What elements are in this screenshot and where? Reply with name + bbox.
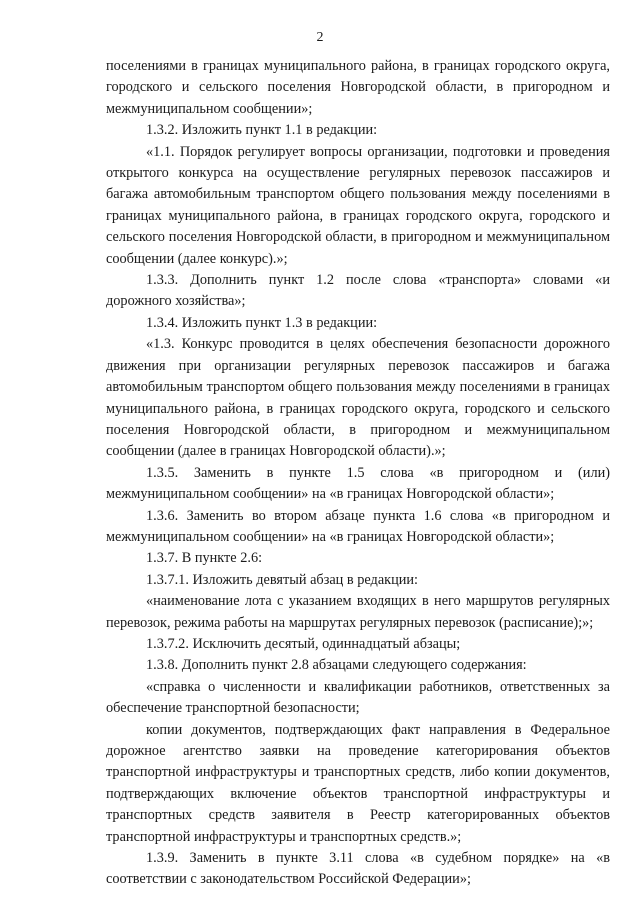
paragraph: 1.3.2. Изложить пункт 1.1 в редакции: bbox=[146, 122, 378, 139]
paragraph: 1.3.7.2. Исключить десятый, одиннадцатый абзацы; bbox=[146, 635, 461, 652]
paragraph: 1.3.8. Дополнить пункт 2.8 абзацами следующего содержания: bbox=[146, 657, 527, 674]
paragraph: 1.3.5. Заменить в пункте 1.5 слова «в пригородном и (или) межмуниципальном сообщении» на «в границах Новгородской области»; bbox=[106, 464, 610, 503]
paragraph: «1.3. Конкурс проводится в целях обеспечения безопасности дорожного движения при организации регулярных перевозок пассажиров и багажа автомобильным транспортом общего пользования между поселениями в границах муниципального района, в границах городского округа, городского и сельского поселения Новгородской области, в пригородном и межмуниципальном сообщении (далее в границах Новгородской области).»; bbox=[106, 336, 610, 460]
paragraph: 1.3.7. В пункте 2.6: bbox=[146, 550, 263, 567]
paragraph: поселениями в границах муниципального района, в границах городского округа, городского и сельского поселения Новгородской области, в пригородном и межмуниципальном сообщении»; bbox=[106, 58, 610, 117]
paragraph: копии документов, подтверждающих факт направления в Федеральное дорожное агентство заявки на проведение категорирования объектов транспортной инфраструктуры и транспортных средств, либо копии документов, подтверждающих включение объектов транспортной инфраструктуры и транспортных средств заявителя в Реестр категорированных объектов транспортной инфраструктуры и транспортных средств.»; bbox=[106, 721, 610, 845]
paragraph: «1.1. Порядок регулирует вопросы организации, подготовки и проведения открытого конкурса на осуществление регулярных перевозок пассажиров и багажа автомобильным транспортом общего пользования между поселениями в границах муниципального района, в границах городского округа, городского и сельского поселения Новгородской области, в пригородном и межмуниципальном сообщении (далее конкурс).»; bbox=[106, 143, 610, 267]
paragraph: 1.3.3. Дополнить пункт 1.2 после слова «транспорта» словами «и дорожного хозяйства»; bbox=[106, 272, 610, 310]
page-number: 2 bbox=[316, 30, 324, 45]
paragraph: 1.3.9. Заменить в пункте 3.11 слова «в судебном порядке» на «в соответствии с законодательством Российской Федерации»; bbox=[106, 850, 610, 888]
paragraph: 1.3.7.1. Изложить девятый абзац в редакции: bbox=[146, 571, 419, 588]
paragraph: «справка о численности и квалификации работников, ответственных за обеспечение транспортной безопасности; bbox=[106, 678, 610, 717]
paragraph: 1.3.4. Изложить пункт 1.3 в редакции: bbox=[146, 314, 378, 331]
document-body bbox=[106, 56, 610, 891]
paragraph: «наименование лота с указанием входящих в него маршрутов регулярных перевозок, режима работы на маршрутах регулярных перевозок (расписание);»; bbox=[106, 593, 610, 631]
paragraph: 1.3.6. Заменить во втором абзаце пункта 1.6 слова «в пригородном и межмуниципальном сообщении» на «в границах Новгородской области»; bbox=[106, 507, 610, 545]
